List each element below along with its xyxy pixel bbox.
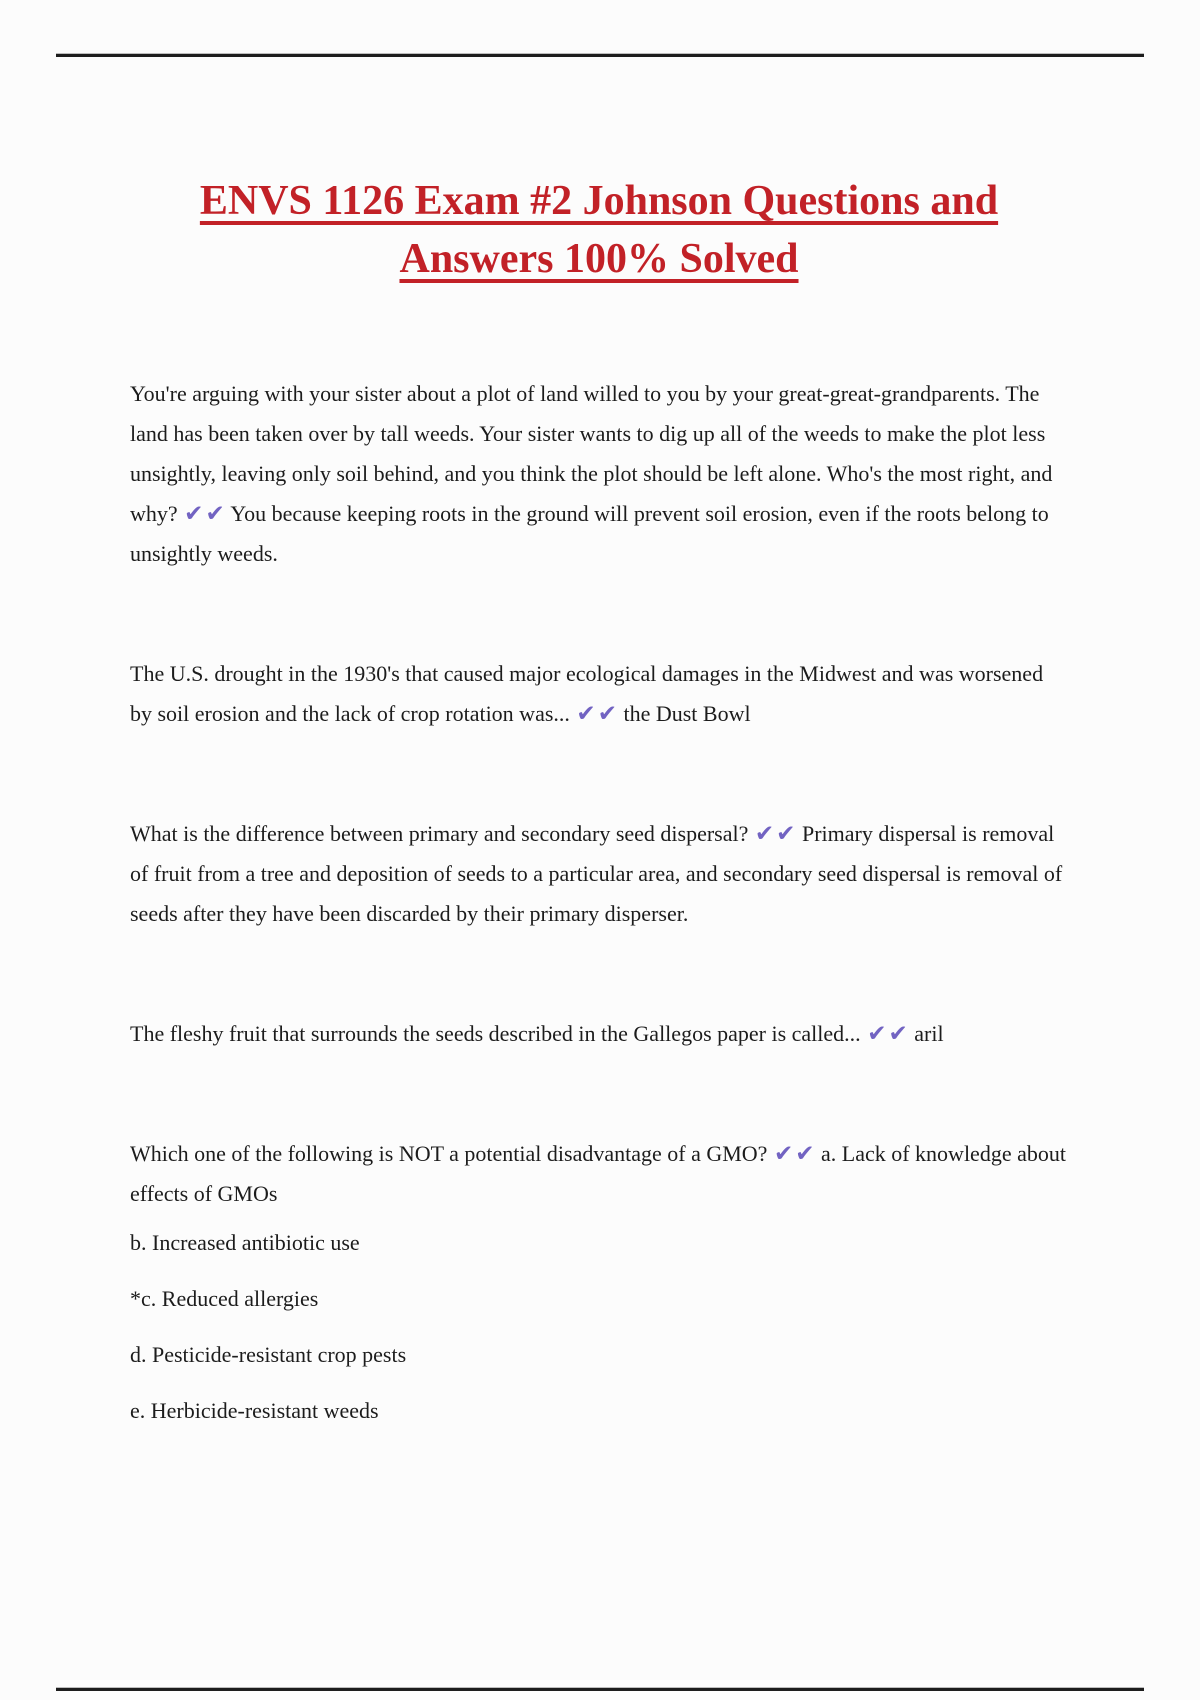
qa-item [130, 374, 1068, 574]
answer-option: d. Pesticide-resistant crop pests [130, 1342, 407, 1367]
qa-item [130, 654, 1068, 734]
answer-text: You because keeping roots in the ground will prevent soil erosion, even if the roots belong to unsightly weeds. [130, 501, 1049, 566]
answer-option: e. Herbicide-resistant weeds [130, 1398, 379, 1423]
check-icon: ✔ [576, 701, 596, 727]
check-icon: ✔ [184, 501, 204, 527]
check-icon: ✔ [795, 1141, 815, 1167]
answer-text: aril [914, 1021, 944, 1046]
bottom-divider [56, 1688, 1144, 1691]
question-text: Which one of the following is NOT a potential disadvantage of a GMO? [130, 1141, 768, 1166]
check-icon: ✔ [888, 1021, 908, 1047]
check-icon: ✔ [773, 1141, 794, 1167]
answer-text: Primary dispersal is removal of fruit from a tree and deposition of seeds to a particular area, and secondary seed dispersal is removal of seeds after they have been discarded by their primary disperser. [130, 821, 1063, 926]
check-icon: ✔ [754, 821, 775, 847]
answer-text: the Dust Bowl [623, 701, 751, 726]
check-icon: ✔ [867, 1021, 887, 1047]
check-icon: ✔ [205, 501, 225, 527]
check-icon: ✔ [776, 821, 796, 847]
qa-item [130, 1014, 1068, 1054]
page-title: ENVS 1126 Exam #2 Johnson Questions and Answers 100% Solved [199, 178, 999, 282]
answer-option: b. Increased antibiotic use [130, 1230, 360, 1255]
document-body [130, 0, 1068, 1447]
qa-list [130, 374, 1068, 1431]
answer-text: a. Lack of knowledge about effects of GMOs [130, 1141, 1066, 1206]
question-text: The fleshy fruit that surrounds the seeds described in the Gallegos paper is called... [130, 1021, 861, 1046]
question-text: You're arguing with your sister about a plot of land willed to you by your great-great-grandparents. The land has been taken over by tall weeds. Your sister wants to dig up all of the weeds to make the plot less unsightly, leaving only soil behind, and you think the plot should be left alone. Who's the most right, and why? [130, 381, 1053, 526]
question-text: The U.S. drought in the 1930's that caused major ecological damages in the Midwest and was worsened by soil erosion and the lack of crop rotation was... [130, 661, 1044, 726]
check-icon: ✔ [597, 701, 617, 727]
qa-item [130, 1134, 1068, 1214]
answer-option: *c. Reduced allergies [130, 1286, 319, 1311]
qa-item [130, 814, 1068, 934]
question-text: What is the difference between primary and secondary seed dispersal? [130, 821, 749, 846]
